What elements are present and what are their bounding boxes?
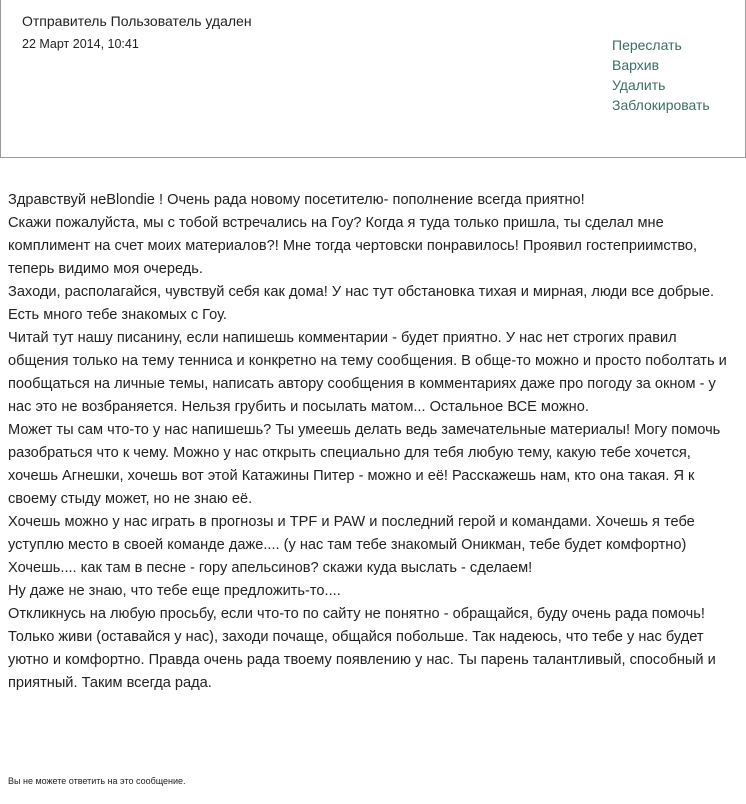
reply-disabled-note: Вы не можете ответить на это сообщение. [8, 776, 186, 786]
archive-link[interactable]: Вархив [612, 57, 660, 73]
message-actions [612, 35, 710, 115]
message-date: 22 Март 2014, 10:41 [22, 37, 139, 51]
message-body [8, 189, 738, 695]
message-paragraph: Только живи (оставайся у нас), заходи почаще, общайся побольше. Так надеюсь, что тебе у нас будет уютно и комфортно. Правда очень рада твоему появлению у нас. Ты парень талантливый, способный и приятный. Таким всегда рада. [8, 629, 716, 691]
forward-link[interactable]: Переслать [612, 37, 682, 53]
message-paragraph: Откликнусь на любую просьбу, если что-то по сайту не понятно - обращайся, буду очень рада помочь! [8, 606, 705, 622]
message-paragraph: Заходи, располагайся, чувствуй себя как дома! У нас тут обстановка тихая и мирная, люди все добрые. Есть много тебе знакомых с Гоу. [8, 284, 715, 323]
message-paragraph: Хочешь.... как там в песне - гору апельсинов? скажи куда выслать - сделаем! [8, 560, 533, 576]
sender-name: Пользователь удален [110, 13, 252, 29]
message-paragraph: Скажи пожалуйста, мы с тобой встречались на Гоу? Когда я туда только пришла, ты сделал мне комплимент на счет моих материалов?! Мне тогда чертовски понравилось! Проявил гостеприимство, теперь видимо моя очередь. [8, 215, 698, 277]
message-paragraph: Хочешь можно у нас играть в прогнозы и TPF и PAW и последний герой и командами. Хочешь я тебе уступлю место в своей команде даже.... (у нас там тебе знакомый Оникман, тебе будет комфортно) [8, 514, 695, 553]
message-paragraph: Здравствуй неBlondie ! Очень рада новому посетителю- пополнение всегда приятно! [8, 192, 585, 208]
message-paragraph: Ну даже не знаю, что тебе еще предложить-то.... [8, 583, 341, 599]
sender-label: Отправитель [22, 13, 107, 29]
block-link[interactable]: Заблокировать [612, 97, 710, 113]
sender-line [22, 13, 252, 29]
message-paragraph: Читай тут нашу писанину, если напишешь комментарии - будет приятно. У нас нет строгих правил общения только на тему тенниса и конкретно на тему сообщения. В обще-то можно и просто поболтать и пообщаться на личные темы, написать автору сообщения в комментариях даже про погоду за окном - у нас это не возбраняется. Нельзя грубить и посылать матом... Остальное ВСЕ можно. [8, 330, 727, 415]
delete-link[interactable]: Удалить [612, 77, 666, 93]
message-paragraph: Может ты сам что-то у нас напишешь? Ты умеешь делать ведь замечательные материалы! Могу помочь разобраться что к чему. Можно у нас открыть специально для тебя любую тему, какую тебе хочется, хочешь Агнешки, хочешь вот этой Катажины Питер - можно и её! Расскажешь нам, кто она такая. Я к своему стыду может, но не знаю её. [8, 422, 721, 507]
message-header [0, 0, 746, 158]
